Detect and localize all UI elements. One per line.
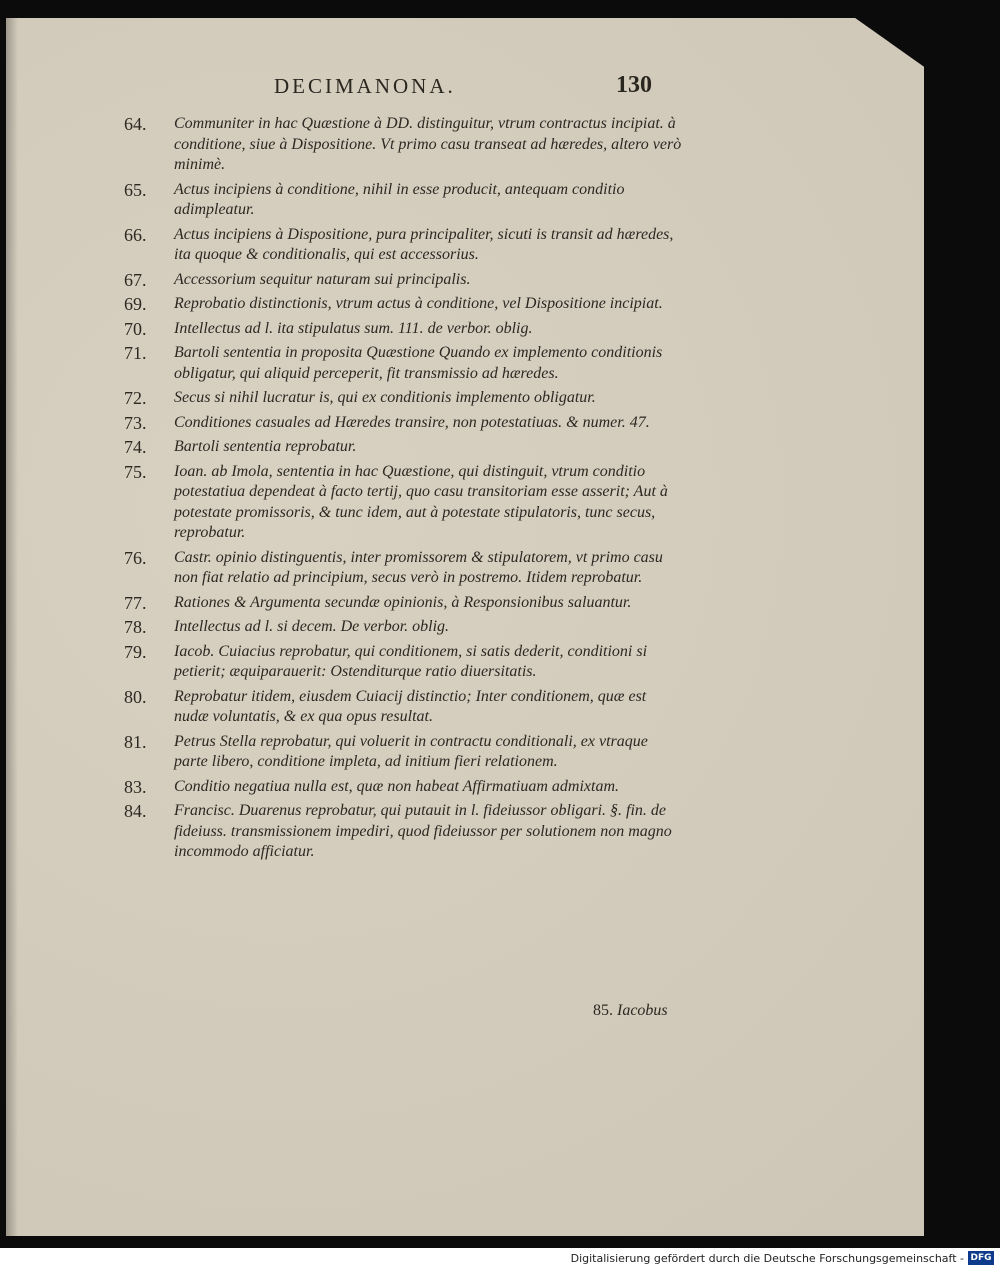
entry-number: 81. [124, 731, 147, 752]
entry-text: Communiter in hac Quæstione à DD. distinguitur, vtrum contractus incipiat. à conditione, siue à Dispositione. Vt primo casu transeat ad hæredes, altero verò minimè. [174, 115, 682, 173]
catchword-text: Iacobus [617, 1002, 668, 1019]
index-entry [124, 732, 684, 773]
index-entry [124, 413, 684, 434]
entry-text: Petrus Stella reprobatur, qui voluerit in contractu conditionali, ex vtraque parte libero, conditione impleta, ad initium fieri relationem. [174, 732, 648, 770]
entry-text: Reprobatur itidem, eiusdem Cuiacij distinctio; Inter conditionem, quæ est nudæ voluntatis, & ex qua opus resultat. [174, 687, 647, 725]
index-entry [124, 319, 684, 340]
footer-bar [0, 1248, 1000, 1269]
entry-text: Accessorium sequitur naturam sui principalis. [174, 270, 471, 288]
index-entry [124, 801, 684, 863]
entry-number: 75. [124, 461, 147, 482]
entry-number: 83. [124, 776, 147, 797]
entry-text: Castr. opinio distinguentis, inter promissorem & stipulatorem, vt primo casu non fiat relatio ad principium, secus verò in postremo. Itidem reprobatur. [174, 548, 663, 586]
entry-text: Secus si nihil lucratur is, qui ex conditionis implemento obligatur. [174, 389, 596, 406]
entry-number: 84. [124, 801, 147, 821]
entry-number: 79. [124, 641, 147, 662]
entry-text: Reprobatio distinctionis, vtrum actus à conditione, vel Dispositione incipiat. [174, 295, 663, 312]
entry-number: 78. [124, 617, 147, 637]
entry-number: 65. [124, 179, 147, 200]
index-entry [124, 294, 684, 315]
index-entry [124, 180, 684, 221]
entry-text: Ioan. ab Imola, sententia in hac Quæstione, qui distinguit, vtrum conditio potestatiua dependeat à facto tertij, quo casu transitoriam esse asserit; Aut à potestate promissoris, & tunc idem, aut à potestate stipulatoris, tunc secus, reprobatur. [174, 462, 668, 541]
index-entry [124, 388, 684, 409]
index-entry [124, 270, 684, 291]
entry-text: Conditio negatiua nulla est, quæ non habeat Affirmatiuam admixtam. [174, 777, 620, 795]
index-entry [124, 343, 684, 384]
catchword-number: 85. [593, 1002, 613, 1019]
entry-text: Bartoli sententia in proposita Quæstione Quando ex implemento conditionis obligatur, qui aliquid perceperit, fit transmissio ad hæredes. [174, 344, 663, 382]
entry-number: 80. [124, 686, 147, 707]
index-entry [124, 225, 684, 266]
entry-number: 64. [124, 114, 147, 134]
entry-number: 69. [124, 294, 147, 314]
entry-text: Rationes & Argumenta secundæ opinionis, à Responsionibus saluantur. [174, 593, 632, 611]
entry-text: Intellectus ad l. si decem. De verbor. oblig. [174, 618, 450, 635]
dfg-logo-icon: DFG [968, 1251, 994, 1265]
index-entry [124, 462, 684, 544]
entry-text: Actus incipiens à Dispositione, pura principaliter, sicuti is transit ad hæredes, ita quoque & conditionalis, qui est accessorius. [174, 225, 674, 263]
entry-number: 73. [124, 412, 147, 433]
entry-text: Intellectus ad l. ita stipulatus sum. 111. de verbor. oblig. [174, 319, 533, 337]
entry-number: 76. [124, 547, 147, 568]
entry-number: 71. [124, 343, 147, 363]
entry-text: Actus incipiens à conditione, nihil in esse producit, antequam conditio adimpleatur. [174, 180, 625, 218]
index-entry [124, 687, 684, 728]
entry-text: Bartoli sententia reprobatur. [174, 438, 357, 455]
running-head: DECIMANONA. [274, 74, 456, 98]
entry-text: Conditiones casuales ad Hæredes transire, non potestatiuas. & numer. 47. [174, 413, 650, 431]
entry-number: 67. [124, 269, 147, 290]
catchword [593, 1002, 668, 1020]
entry-number: 66. [124, 224, 147, 245]
index-entry [124, 642, 684, 683]
summary-index [124, 114, 684, 867]
page-number: 130 [616, 72, 652, 98]
entry-number: 77. [124, 592, 147, 613]
index-entry [124, 777, 684, 798]
index-entry [124, 548, 684, 589]
index-entry [124, 437, 684, 458]
index-entry [124, 617, 684, 638]
entry-text: Francisc. Duarenus reprobatur, qui putauit in l. fideiussor obligari. §. fin. de fideiuss. transmissionem impediri, quod fideiussor per solutionem non magno incommodo afficiatur. [174, 802, 672, 860]
entry-text: Iacob. Cuiacius reprobatur, qui conditionem, si satis dederit, conditioni si petierit; æquiparauerit: Ostenditurque ratio diuersitatis. [174, 642, 648, 680]
page-gutter-shadow [6, 18, 18, 1236]
index-entry [124, 593, 684, 614]
funding-notice: Digitalisierung gefördert durch die Deutsche Forschungsgemeinschaft - [570, 1252, 964, 1265]
entry-number: 74. [124, 437, 147, 457]
entry-number: 70. [124, 318, 147, 339]
index-entry [124, 114, 684, 176]
entry-number: 72. [124, 388, 147, 408]
